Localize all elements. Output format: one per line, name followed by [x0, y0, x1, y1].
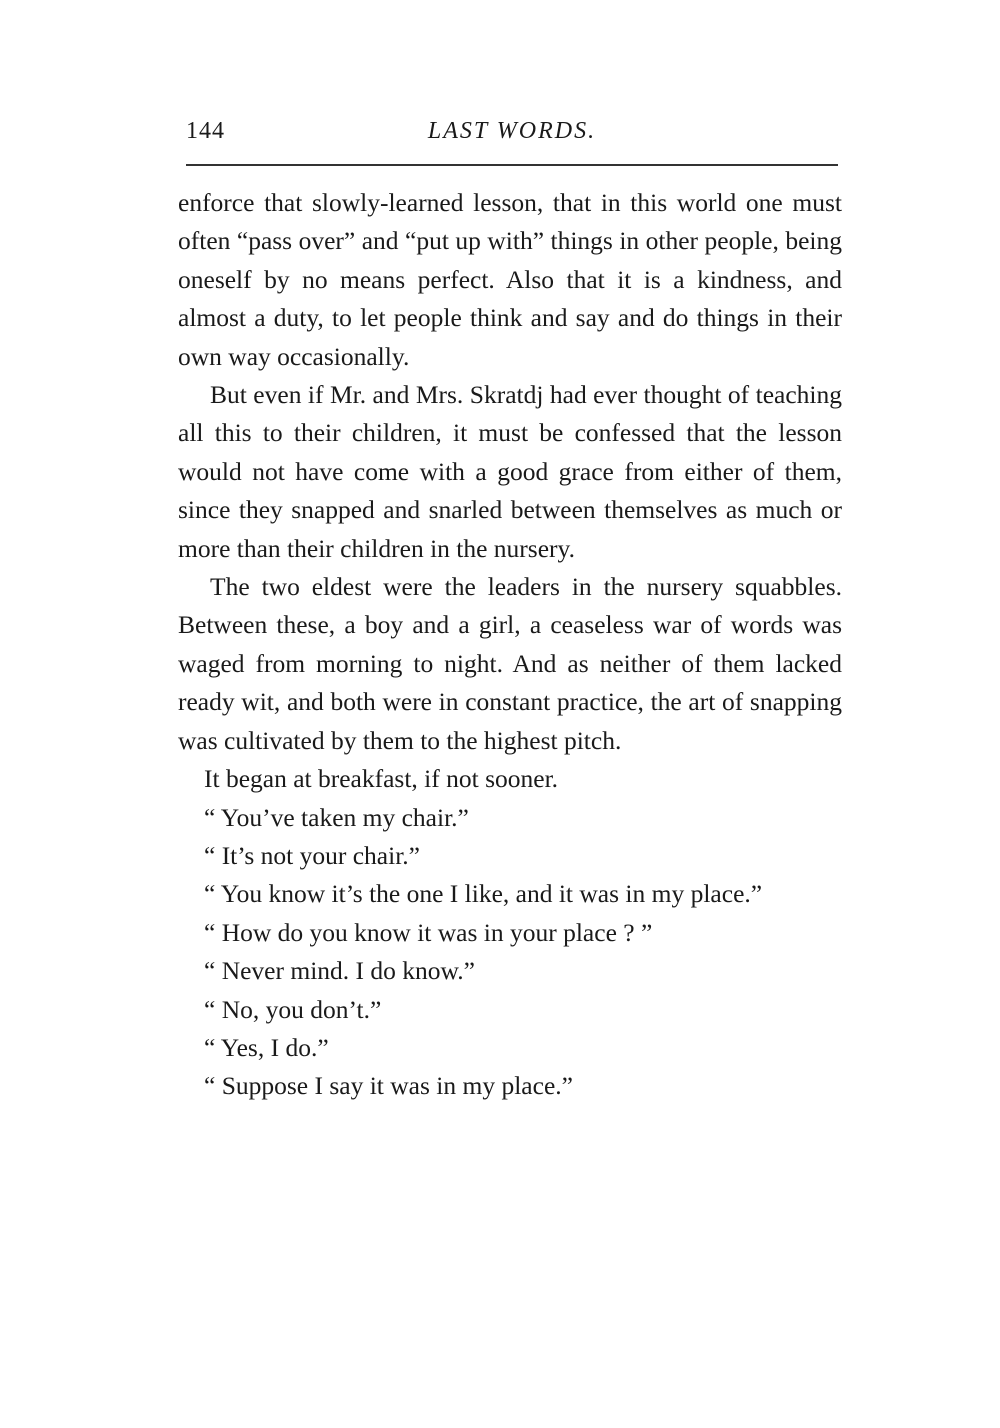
running-title: LAST WORDS. — [427, 118, 597, 144]
dialogue-line: “ Never mind. I do know.” — [204, 956, 475, 986]
paragraph: enforce that slowly-learned lesson, that in this world one must often “pass over” and “put up with” things in other people, being oneself by no means perfect. Also that it is a kindness, and almost a duty, to let people think and say and do things in their own way occasionally. — [178, 188, 842, 371]
page-number: 144 — [186, 118, 225, 144]
dialogue-line: “ Yes, I do.” — [204, 1032, 329, 1062]
dialogue-line: “ You’ve taken my chair.” — [204, 802, 469, 832]
dialogue-line: “ No, you don’t.” — [204, 994, 382, 1024]
dialogue-line: “ You know it’s the one I like, and it was in my place.” — [204, 879, 763, 909]
paragraph: It began at breakfast, if not sooner. — [204, 764, 559, 794]
header-rule — [186, 164, 838, 166]
paragraph: But even if Mr. and Mrs. Skratdj had ever thought of teaching all this to their children, it must be confessed that the lesson would not have come with a good grace from either of them, since they snapped and snarled between themselves as much or more than their children in the nursery. — [178, 380, 842, 563]
paragraph: The two eldest were the leaders in the nursery squabbles. Between these, a boy and a girl, a ceaseless war of words was waged from morning to night. And as neither of them lacked ready wit, and both were in constant practice, the art of snapping was cultivated by them to the highest pitch. — [178, 572, 842, 755]
dialogue-line: “ It’s not your chair.” — [204, 840, 420, 870]
dialogue-line: “ Suppose I say it was in my place.” — [204, 1071, 573, 1101]
dialogue-line: “ How do you know it was in your place ? ” — [204, 917, 653, 947]
body-text — [178, 184, 842, 1106]
running-head — [182, 118, 842, 152]
